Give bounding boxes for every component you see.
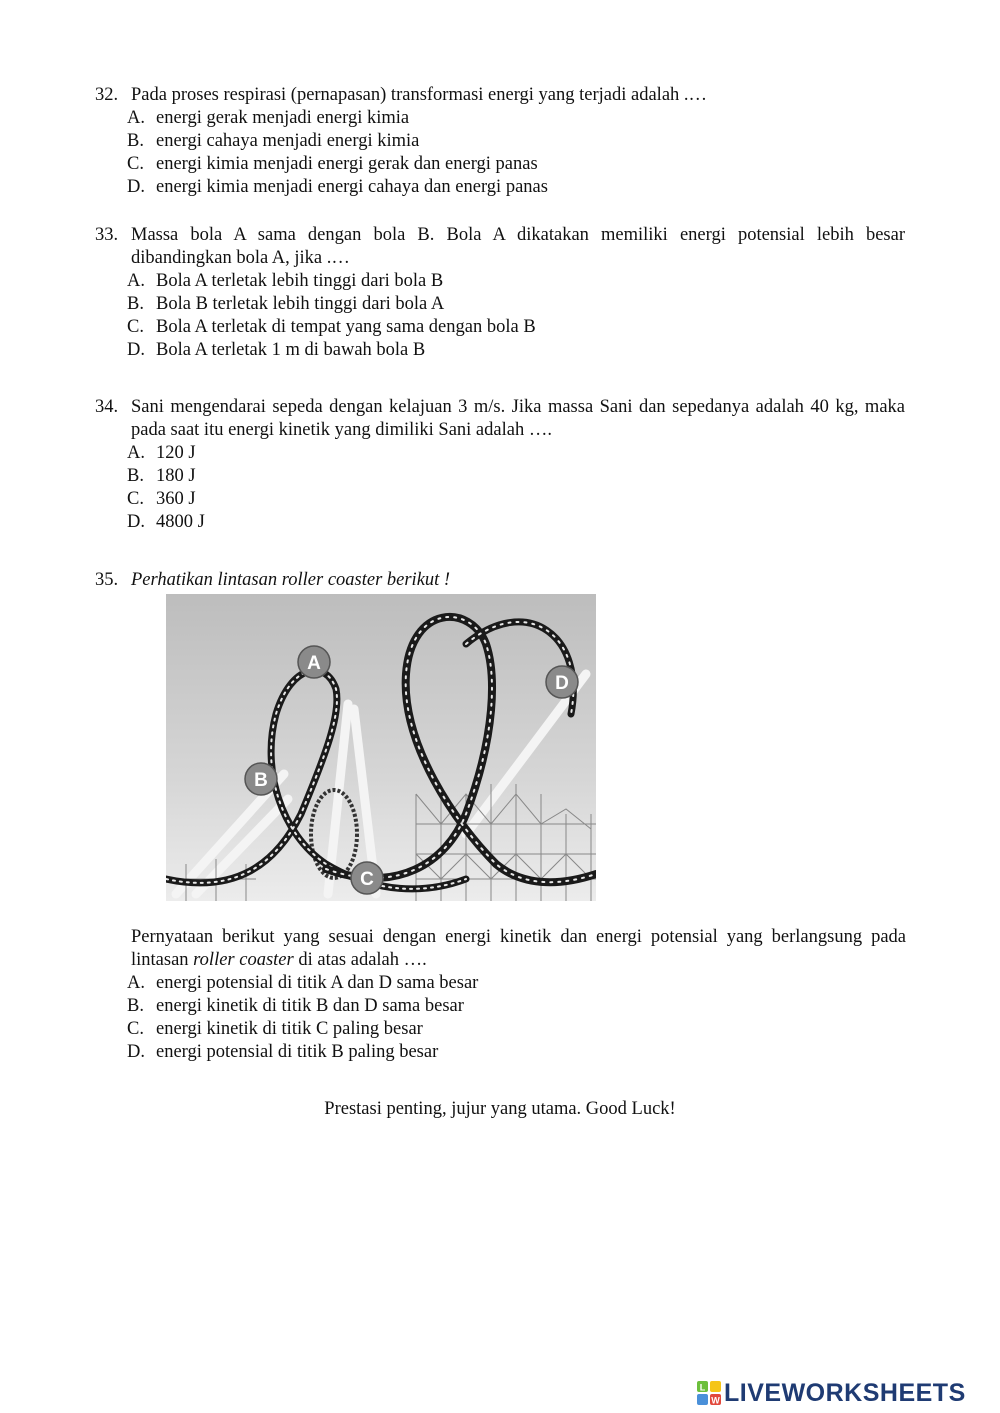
question-34 <box>95 396 905 534</box>
marker-c <box>351 862 383 894</box>
option-a[interactable] <box>127 442 905 465</box>
question-35-options <box>127 972 478 1064</box>
option-d[interactable] <box>127 511 905 534</box>
marker-b <box>245 763 277 795</box>
question-32 <box>95 84 905 199</box>
statement-italic: roller coaster <box>193 950 294 970</box>
liveworksheets-icon <box>697 1381 721 1405</box>
option-text: energi potensial di titik A dan D sama besar <box>156 973 479 993</box>
marker-a <box>298 646 330 678</box>
option-text: energi kimia menjadi energi cahaya dan energi panas <box>156 177 548 197</box>
option-text: Bola A terletak di tempat yang sama dengan bola B <box>156 317 536 337</box>
option-text: 120 J <box>156 443 196 463</box>
option-letter: C. <box>127 1019 144 1039</box>
option-letter: D. <box>127 512 145 532</box>
option-text: 360 J <box>156 489 196 509</box>
svg-text:W: W <box>711 1395 720 1405</box>
brand-name: LIVEWORKSHEETS <box>724 1378 966 1407</box>
question-text: Pada proses respirasi (pernapasan) transformasi energi yang terjadi adalah .… <box>131 85 708 105</box>
option-text: energi potensial di titik B paling besar <box>156 1042 439 1062</box>
option-text: Bola B terletak lebih tinggi dari bola A <box>156 294 445 314</box>
option-c[interactable] <box>127 488 905 511</box>
option-letter: C. <box>127 317 144 337</box>
option-b[interactable] <box>127 995 478 1018</box>
question-text: Sani mengendarai sepeda dengan kelajuan 3 m/s. Jika massa Sani dan sepedanya adalah 40 kg, maka pada saat itu energi kinetik yang dimiliki Sani adalah …. <box>131 397 905 440</box>
question-number: 33. <box>95 225 119 245</box>
question-text: Perhatikan lintasan roller coaster berikut ! <box>131 570 451 590</box>
option-text: 180 J <box>156 466 196 486</box>
liveworksheets-logo[interactable] <box>697 1378 966 1408</box>
option-letter: B. <box>127 131 144 151</box>
statement-text-part2: di atas adalah …. <box>293 950 427 970</box>
svg-text:L: L <box>699 1382 706 1393</box>
marker-d <box>546 666 578 698</box>
option-letter: A. <box>127 443 145 463</box>
option-letter: A. <box>127 271 145 291</box>
question-text: Massa bola A sama dengan bola B. Bola A dikatakan memiliki energi potensial lebih besar dibandingkan bola A, jika .… <box>131 225 905 268</box>
option-text: energi kinetik di titik C paling besar <box>156 1019 423 1039</box>
option-letter: D. <box>127 177 145 197</box>
option-a[interactable] <box>127 972 478 995</box>
option-c[interactable] <box>127 1018 478 1041</box>
question-35-statement <box>131 926 906 972</box>
closing-message: Prestasi penting, jujur yang utama. Good Luck! <box>324 1099 676 1119</box>
option-a[interactable] <box>127 107 905 130</box>
option-text: 4800 J <box>156 512 205 532</box>
option-letter: A. <box>127 108 145 128</box>
statement-text-part1: Pernyataan berikut yang sesuai dengan energi kinetik dan energi potensial yang berlangsung pada lintasan <box>131 927 906 970</box>
question-number: 32. <box>95 85 119 105</box>
option-b[interactable] <box>127 293 905 316</box>
question-number: 34. <box>95 397 119 417</box>
option-b[interactable] <box>127 130 905 153</box>
option-c[interactable] <box>127 316 905 339</box>
question-number: 35. <box>95 570 119 590</box>
option-a[interactable] <box>127 270 905 293</box>
option-letter: C. <box>127 489 144 509</box>
option-letter: D. <box>127 340 145 360</box>
question-35 <box>95 569 905 592</box>
marker-label-d: D <box>555 673 569 694</box>
option-letter: B. <box>127 466 144 486</box>
option-text: energi gerak menjadi energi kimia <box>156 108 410 128</box>
option-text: Bola A terletak 1 m di bawah bola B <box>156 340 426 360</box>
option-letter: D. <box>127 1042 145 1062</box>
option-c[interactable] <box>127 153 905 176</box>
option-d[interactable] <box>127 176 905 199</box>
option-text: Bola A terletak lebih tinggi dari bola B <box>156 271 444 291</box>
option-letter: B. <box>127 294 144 314</box>
marker-label-a: A <box>307 653 321 674</box>
option-text: energi cahaya menjadi energi kimia <box>156 131 420 151</box>
option-letter: A. <box>127 973 145 993</box>
option-text: energi kinetik di titik B dan D sama besar <box>156 996 464 1016</box>
option-d[interactable] <box>127 1041 478 1064</box>
option-d[interactable] <box>127 339 905 362</box>
option-letter: C. <box>127 154 144 174</box>
marker-label-c: C <box>360 869 374 890</box>
question-33 <box>95 224 905 362</box>
option-text: energi kimia menjadi energi gerak dan energi panas <box>156 154 538 174</box>
option-b[interactable] <box>127 465 905 488</box>
roller-coaster-image <box>166 594 596 901</box>
marker-label-b: B <box>254 770 268 791</box>
option-letter: B. <box>127 996 144 1016</box>
